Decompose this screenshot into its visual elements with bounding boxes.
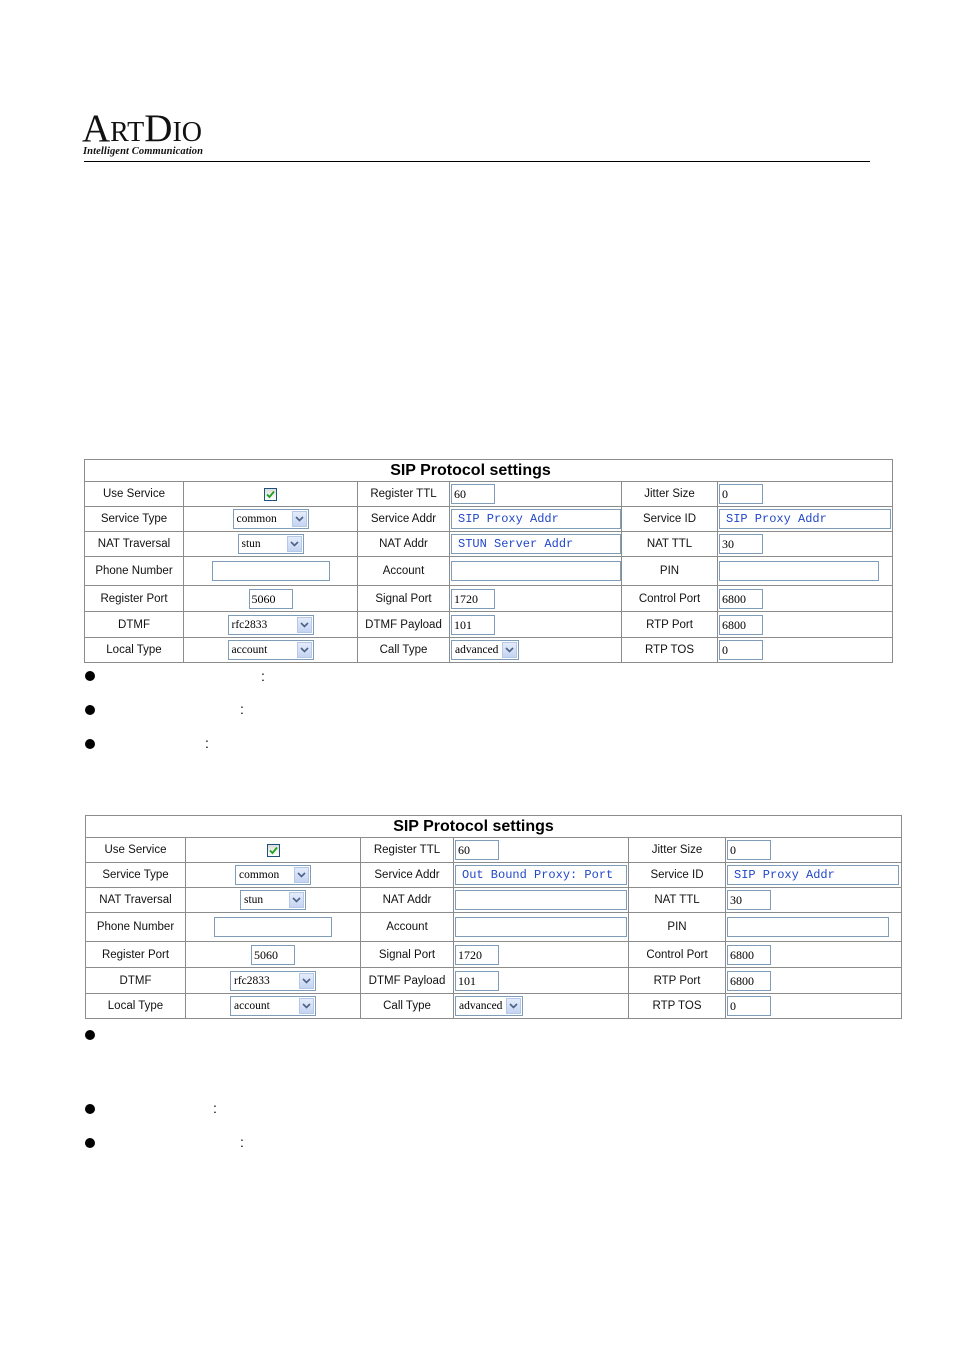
field-cell-signal-port: [454, 942, 629, 968]
field-cell-dtmf: [184, 612, 358, 638]
field-cell-account: [450, 557, 622, 586]
rtp-tos-input[interactable]: 0: [727, 996, 771, 1016]
field-label-phone-number: Phone Number: [86, 913, 186, 942]
dtmf-selected-value: rfc2833: [234, 974, 270, 987]
field-cell-dtmf: [186, 968, 361, 994]
use-service-checkbox[interactable]: [264, 488, 277, 501]
field-label-control-port: Control Port: [629, 942, 726, 968]
local-type-select[interactable]: [228, 640, 314, 660]
rtp-port-input[interactable]: 6800: [727, 971, 771, 991]
chevron-down-icon[interactable]: [297, 617, 312, 633]
chevron-down-icon[interactable]: [287, 536, 302, 552]
field-cell-service-type: [186, 863, 361, 888]
chevron-down-icon[interactable]: [292, 511, 307, 527]
field-label-account: Account: [361, 913, 454, 942]
field-label-dtmf-payload: DTMF Payload: [358, 612, 450, 638]
field-cell-dtmf-payload: [450, 612, 622, 638]
bullet-colon: :: [240, 1134, 244, 1150]
field-cell-nat-traversal: [186, 888, 361, 913]
table-row: [85, 482, 893, 507]
signal-port-input[interactable]: 1720: [451, 589, 495, 609]
use-service-checkbox[interactable]: [267, 844, 280, 857]
rtp-port-input[interactable]: 6800: [719, 615, 763, 635]
table-row: [85, 532, 893, 557]
bullet-icon: [85, 739, 95, 749]
field-label-account: Account: [358, 557, 450, 586]
table-row: [85, 586, 893, 612]
local-type-selected-value: account: [231, 644, 268, 656]
dtmf-select[interactable]: [228, 615, 314, 635]
table-row: [86, 888, 902, 913]
field-label-service-addr: Service Addr: [358, 507, 450, 532]
sip-settings-table-2: [85, 815, 902, 1019]
field-label-use-service: Use Service: [85, 482, 184, 507]
field-label-call-type: Call Type: [358, 638, 450, 663]
register-port-input[interactable]: 5060: [249, 589, 293, 609]
table-row: [85, 507, 893, 532]
field-label-use-service: Use Service: [86, 838, 186, 863]
chevron-down-icon[interactable]: [289, 892, 304, 908]
field-cell-pin: [718, 557, 893, 586]
table-row: [85, 612, 893, 638]
field-cell-service-id: [718, 507, 893, 532]
pin-input[interactable]: [727, 917, 889, 937]
field-cell-use-service: [186, 838, 361, 863]
service-type-selected-value: common: [239, 869, 280, 881]
field-cell-call-type: [454, 994, 629, 1019]
nat-traversal-select[interactable]: [240, 890, 306, 910]
service-addr-input[interactable]: Out Bound Proxy: Port: [455, 865, 627, 885]
control-port-input[interactable]: 6800: [727, 945, 771, 965]
service-type-select[interactable]: [233, 509, 309, 529]
field-label-jitter-size: Jitter Size: [622, 482, 718, 507]
field-label-rtp-port: RTP Port: [622, 612, 718, 638]
nat-traversal-select[interactable]: [238, 534, 304, 554]
field-label-call-type: Call Type: [361, 994, 454, 1019]
field-cell-account: [454, 913, 629, 942]
field-cell-service-type: [184, 507, 358, 532]
call-type-select[interactable]: [455, 996, 523, 1016]
field-cell-signal-port: [450, 586, 622, 612]
field-label-rtp-tos: RTP TOS: [629, 994, 726, 1019]
chevron-down-icon[interactable]: [294, 867, 309, 883]
logo-wordmark: ARTDIO: [82, 107, 202, 150]
signal-port-input[interactable]: 1720: [455, 945, 499, 965]
bullet-colon: :: [261, 668, 265, 684]
field-cell-rtp-port: [718, 612, 893, 638]
table-title-text: SIP Protocol settings: [393, 817, 554, 835]
dtmf-select[interactable]: [230, 971, 316, 991]
rtp-tos-input[interactable]: 0: [719, 640, 763, 660]
field-cell-jitter-size: [718, 482, 893, 507]
field-label-local-type: Local Type: [85, 638, 184, 663]
sip-settings-table-1: [84, 459, 893, 663]
field-cell-service-id: [726, 863, 902, 888]
dtmf-selected-value: rfc2833: [231, 618, 268, 631]
bullet-icon: [85, 671, 95, 681]
nat-ttl-input[interactable]: 30: [727, 890, 771, 910]
field-cell-nat-addr: [450, 532, 622, 557]
field-cell-nat-traversal: [184, 532, 358, 557]
chevron-down-icon[interactable]: [299, 973, 314, 989]
field-label-phone-number: Phone Number: [85, 557, 184, 586]
field-label-rtp-port: RTP Port: [629, 968, 726, 994]
account-input[interactable]: [451, 561, 621, 581]
call-type-select[interactable]: [451, 640, 519, 660]
artdio-logo: [82, 108, 222, 158]
table-row: [85, 638, 893, 663]
nat-ttl-input[interactable]: 30: [719, 534, 763, 554]
chevron-down-icon[interactable]: [299, 998, 314, 1014]
register-ttl-input[interactable]: 60: [451, 484, 495, 504]
phone-number-input[interactable]: [214, 917, 332, 937]
field-label-control-port: Control Port: [622, 586, 718, 612]
jitter-size-input[interactable]: 0: [719, 484, 763, 504]
nat-traversal-selected-value: stun: [241, 538, 261, 550]
nat-addr-input[interactable]: STUN Server Addr: [451, 534, 621, 554]
local-type-select[interactable]: [230, 996, 316, 1016]
service-id-input[interactable]: SIP Proxy Addr: [727, 865, 899, 885]
table-row: [86, 863, 902, 888]
field-cell-call-type: [450, 638, 622, 663]
table-row: [86, 913, 902, 942]
local-type-selected-value: account: [234, 1000, 270, 1012]
field-label-service-type: Service Type: [86, 863, 186, 888]
jitter-size-input[interactable]: 0: [727, 840, 771, 860]
field-label-service-type: Service Type: [85, 507, 184, 532]
field-label-nat-ttl: NAT TTL: [622, 532, 718, 557]
service-type-select[interactable]: [235, 865, 311, 885]
table-title-text: SIP Protocol settings: [390, 461, 551, 479]
bullet-icon: [85, 1104, 95, 1114]
table-title: [86, 816, 902, 838]
field-label-dtmf: DTMF: [85, 612, 184, 638]
field-label-nat-ttl: NAT TTL: [629, 888, 726, 913]
field-cell-local-type: [186, 994, 361, 1019]
table-title: [85, 460, 893, 482]
control-port-input[interactable]: 6800: [719, 589, 763, 609]
field-cell-register-port: [186, 942, 361, 968]
register-port-input[interactable]: 5060: [251, 945, 295, 965]
phone-number-input[interactable]: [212, 561, 330, 581]
field-label-service-id: Service ID: [629, 863, 726, 888]
field-label-pin: PIN: [629, 913, 726, 942]
chevron-down-icon[interactable]: [502, 642, 517, 658]
field-label-register-port: Register Port: [86, 942, 186, 968]
field-label-nat-addr: NAT Addr: [358, 532, 450, 557]
table-row: [86, 838, 902, 863]
register-ttl-input[interactable]: 60: [455, 840, 499, 860]
field-label-local-type: Local Type: [86, 994, 186, 1019]
field-label-dtmf-payload: DTMF Payload: [361, 968, 454, 994]
table-row: [86, 968, 902, 994]
field-cell-register-ttl: [450, 482, 622, 507]
field-cell-service-addr: [454, 863, 629, 888]
field-cell-nat-addr: [454, 888, 629, 913]
field-label-nat-traversal: NAT Traversal: [86, 888, 186, 913]
field-label-jitter-size: Jitter Size: [629, 838, 726, 863]
call-type-selected-value: advanced: [459, 1000, 503, 1012]
nat-traversal-selected-value: stun: [244, 894, 264, 906]
field-label-register-ttl: Register TTL: [361, 838, 454, 863]
field-label-signal-port: Signal Port: [361, 942, 454, 968]
field-label-dtmf: DTMF: [86, 968, 186, 994]
field-cell-rtp-tos: [718, 638, 893, 663]
field-cell-control-port: [726, 942, 902, 968]
field-cell-pin: [726, 913, 902, 942]
chevron-down-icon[interactable]: [297, 642, 312, 658]
checkmark-icon: [269, 846, 278, 855]
field-cell-nat-ttl: [726, 888, 902, 913]
field-cell-control-port: [718, 586, 893, 612]
field-cell-nat-ttl: [718, 532, 893, 557]
field-label-nat-addr: NAT Addr: [361, 888, 454, 913]
service-type-selected-value: common: [236, 513, 277, 525]
field-cell-use-service: [184, 482, 358, 507]
account-input[interactable]: [455, 917, 627, 937]
bullet-icon: [85, 1030, 95, 1040]
bullet-icon: [85, 1138, 95, 1148]
field-label-nat-traversal: NAT Traversal: [85, 532, 184, 557]
field-cell-jitter-size: [726, 838, 902, 863]
dtmf-payload-input[interactable]: 101: [451, 615, 495, 635]
bullet-colon: :: [240, 701, 244, 717]
field-cell-dtmf-payload: [454, 968, 629, 994]
field-label-register-ttl: Register TTL: [358, 482, 450, 507]
table-row: [85, 557, 893, 586]
field-label-service-id: Service ID: [622, 507, 718, 532]
field-label-register-port: Register Port: [85, 586, 184, 612]
bullet-colon: :: [213, 1100, 217, 1116]
bullet-icon: [85, 705, 95, 715]
field-label-service-addr: Service Addr: [361, 863, 454, 888]
field-cell-register-port: [184, 586, 358, 612]
pin-input[interactable]: [719, 561, 879, 581]
table-row: [86, 942, 902, 968]
table-row: [86, 994, 902, 1019]
service-id-input[interactable]: SIP Proxy Addr: [719, 509, 891, 529]
field-cell-rtp-port: [726, 968, 902, 994]
field-label-rtp-tos: RTP TOS: [622, 638, 718, 663]
field-cell-register-ttl: [454, 838, 629, 863]
field-cell-service-addr: [450, 507, 622, 532]
service-addr-input[interactable]: SIP Proxy Addr: [451, 509, 621, 529]
checkmark-icon: [266, 490, 275, 499]
field-cell-phone-number: [186, 913, 361, 942]
header-rule: [84, 161, 870, 162]
logo-tagline: Intelligent Communication: [83, 146, 204, 157]
field-cell-rtp-tos: [726, 994, 902, 1019]
bullet-colon: :: [205, 735, 209, 751]
nat-addr-input[interactable]: [455, 890, 627, 910]
chevron-down-icon[interactable]: [506, 998, 521, 1014]
field-cell-phone-number: [184, 557, 358, 586]
field-label-signal-port: Signal Port: [358, 586, 450, 612]
field-label-pin: PIN: [622, 557, 718, 586]
dtmf-payload-input[interactable]: 101: [455, 971, 499, 991]
call-type-selected-value: advanced: [455, 644, 499, 656]
field-cell-local-type: [184, 638, 358, 663]
